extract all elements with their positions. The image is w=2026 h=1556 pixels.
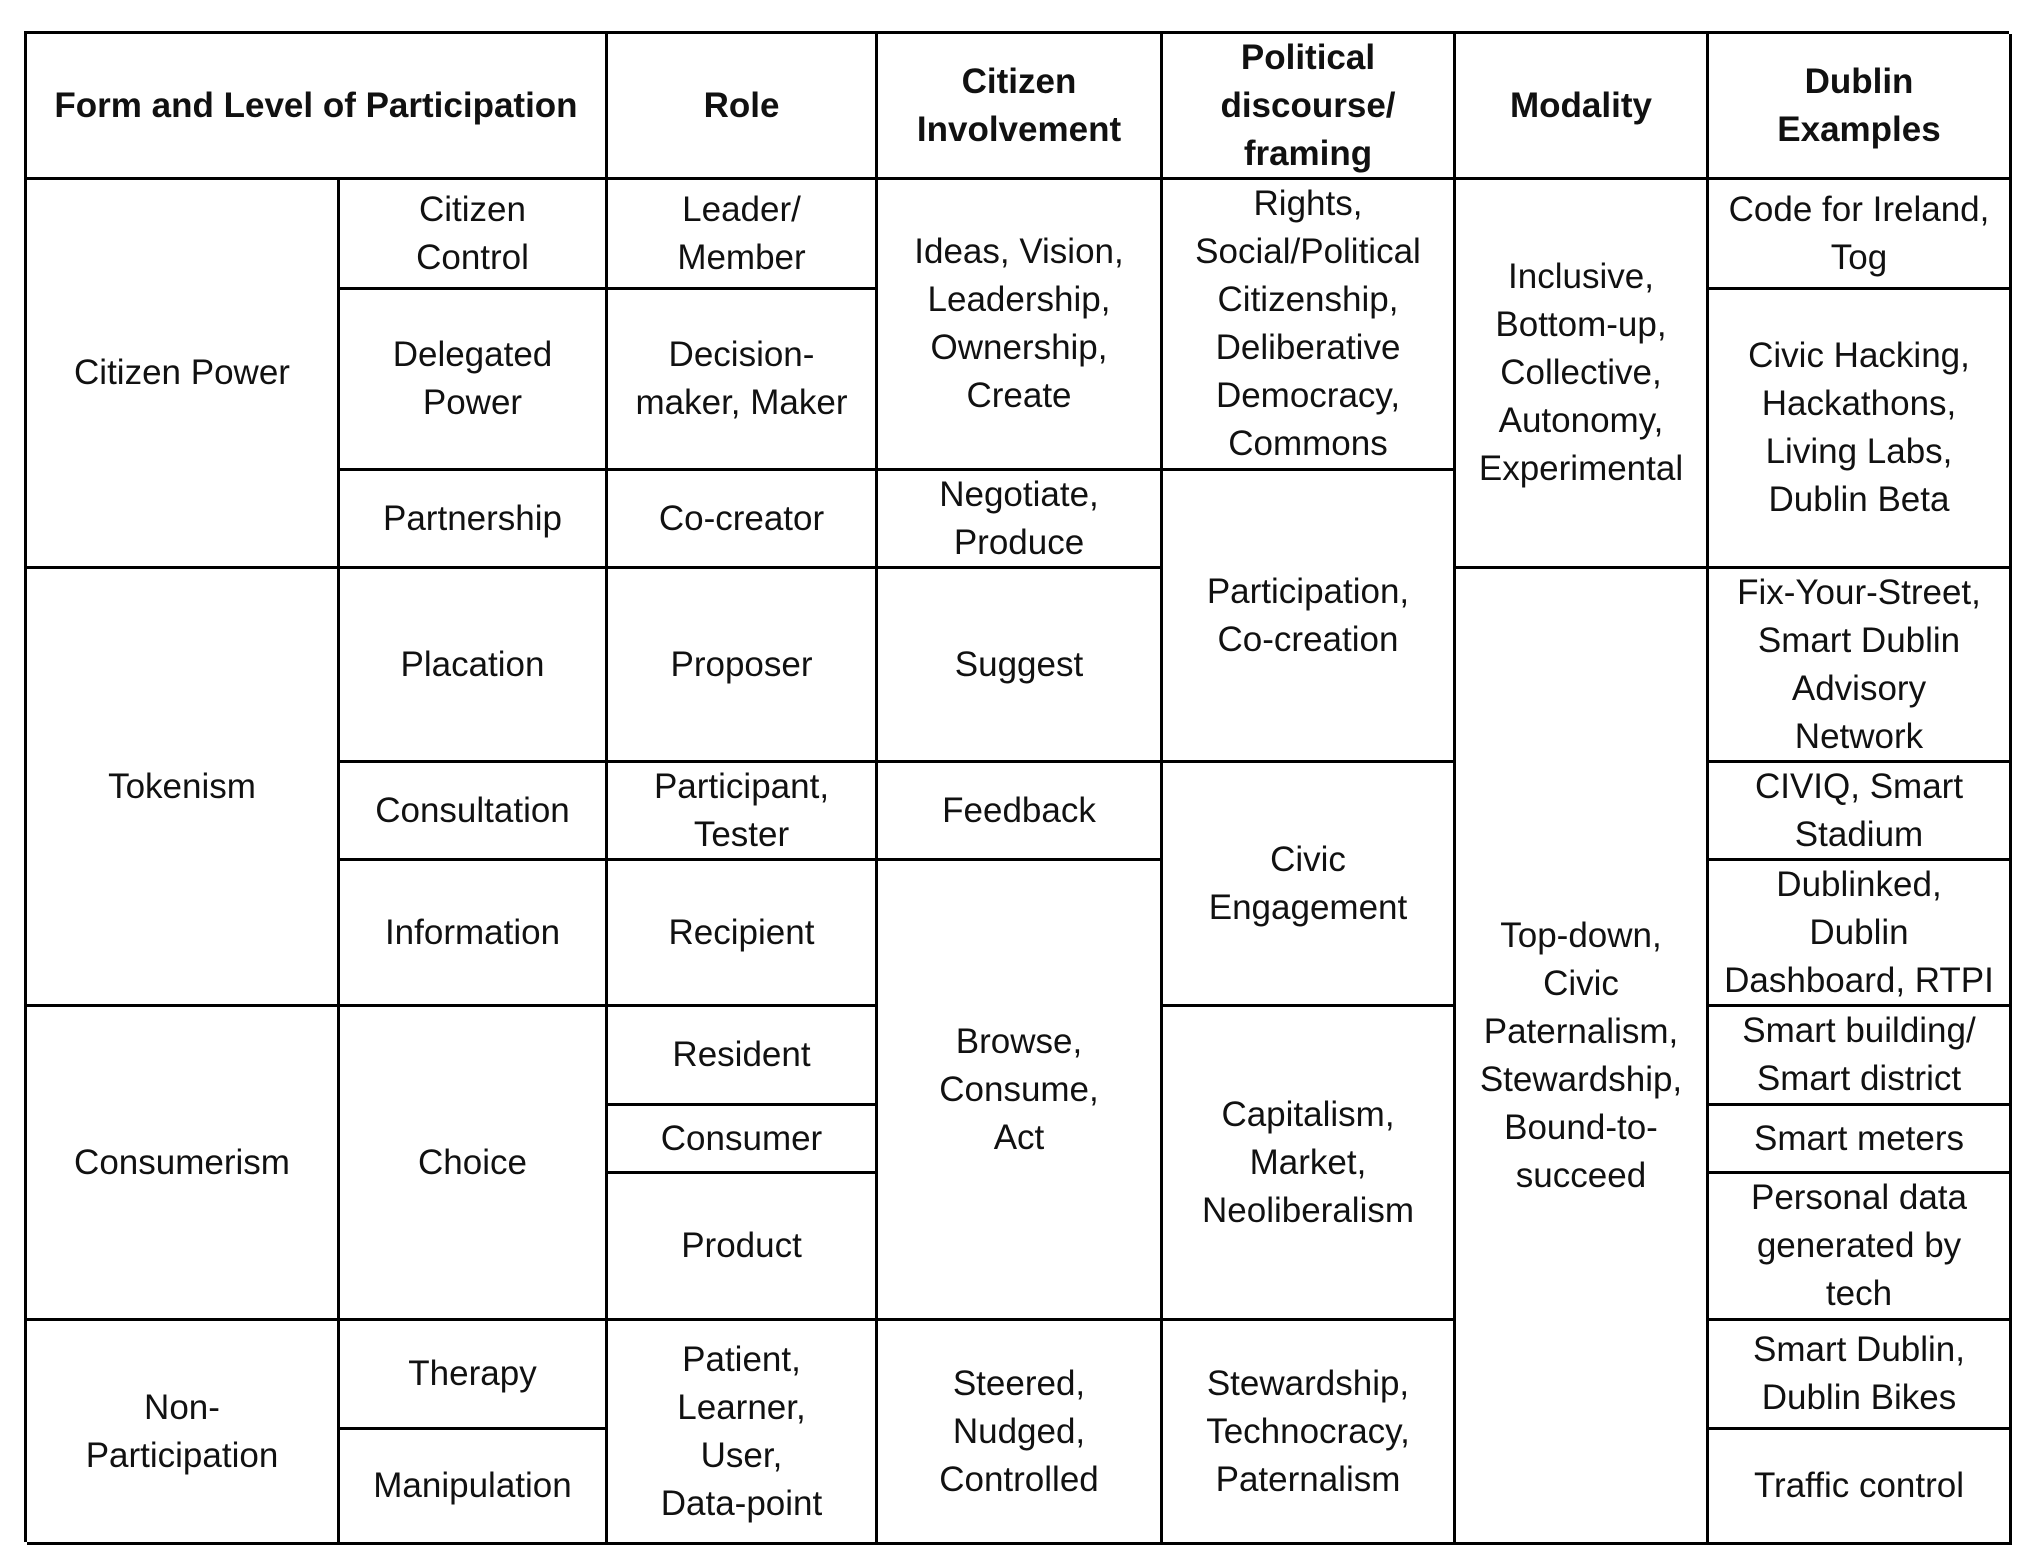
level-information: Information [340, 861, 608, 1007]
role-proposer: Proposer [608, 569, 878, 763]
participation-table [24, 31, 2009, 1542]
example-civic-hacking: Civic Hacking, Hackathons, Living Labs, Dublin Beta [1709, 290, 2012, 569]
role-recipient: Recipient [608, 861, 878, 1007]
level-partnership: Partnership [340, 471, 608, 569]
form-citizen-power: Citizen Power [27, 180, 340, 569]
header-form-level: Form and Level of Participation [27, 34, 608, 180]
modality-top-down: Top-down, Civic Paternalism, Stewardship, Bound-to- succeed [1456, 569, 1709, 1545]
example-smart-dublin: Smart Dublin, Dublin Bikes [1709, 1321, 2012, 1430]
involvement-ideas-vision: Ideas, Vision, Leadership, Ownership, Create [878, 180, 1163, 471]
form-tokenism: Tokenism [27, 569, 340, 1007]
role-leader-member: Leader/ Member [608, 180, 878, 290]
example-smart-building: Smart building/ Smart district [1709, 1007, 2012, 1106]
example-smart-meters: Smart meters [1709, 1106, 2012, 1174]
discourse-civic-engagement: Civic Engagement [1163, 763, 1456, 1007]
role-resident: Resident [608, 1007, 878, 1106]
example-fix-your-street: Fix-Your-Street, Smart Dublin Advisory Network [1709, 569, 2012, 763]
header-modality: Modality [1456, 34, 1709, 180]
involvement-suggest: Suggest [878, 569, 1163, 763]
form-consumerism: Consumerism [27, 1007, 340, 1321]
level-manipulation: Manipulation [340, 1430, 608, 1545]
discourse-capitalism: Capitalism, Market, Neoliberalism [1163, 1007, 1456, 1321]
header-dublin-examples: Dublin Examples [1709, 34, 2012, 180]
example-dublinked: Dublinked, Dublin Dashboard, RTPI [1709, 861, 2012, 1007]
header-citizen-involvement: Citizen Involvement [878, 34, 1163, 180]
header-role: Role [608, 34, 878, 180]
level-placation: Placation [340, 569, 608, 763]
example-code-for-ireland: Code for Ireland, Tog [1709, 180, 2012, 290]
discourse-rights: Rights, Social/Political Citizenship, Deliberative Democracy, Commons [1163, 180, 1456, 471]
example-personal-data: Personal data generated by tech [1709, 1174, 2012, 1321]
header-political-discourse: Political discourse/ framing [1163, 34, 1456, 180]
role-product: Product [608, 1174, 878, 1321]
role-co-creator: Co-creator [608, 471, 878, 569]
example-civiq: CIVIQ, Smart Stadium [1709, 763, 2012, 861]
role-consumer: Consumer [608, 1106, 878, 1174]
level-consultation: Consultation [340, 763, 608, 861]
involvement-feedback: Feedback [878, 763, 1163, 861]
level-citizen-control: Citizen Control [340, 180, 608, 290]
modality-inclusive: Inclusive, Bottom-up, Collective, Autonomy, Experimental [1456, 180, 1709, 569]
involvement-browse-consume: Browse, Consume, Act [878, 861, 1163, 1321]
role-decision-maker: Decision- maker, Maker [608, 290, 878, 471]
level-choice: Choice [340, 1007, 608, 1321]
example-traffic-control: Traffic control [1709, 1430, 2012, 1545]
level-therapy: Therapy [340, 1321, 608, 1430]
form-non-participation: Non- Participation [27, 1321, 340, 1545]
role-participant-tester: Participant, Tester [608, 763, 878, 861]
role-patient-learner: Patient, Learner, User, Data-point [608, 1321, 878, 1545]
discourse-participation: Participation, Co-creation [1163, 471, 1456, 763]
involvement-negotiate-produce: Negotiate, Produce [878, 471, 1163, 569]
level-delegated-power: Delegated Power [340, 290, 608, 471]
discourse-stewardship: Stewardship, Technocracy, Paternalism [1163, 1321, 1456, 1545]
involvement-steered-nudged: Steered, Nudged, Controlled [878, 1321, 1163, 1545]
